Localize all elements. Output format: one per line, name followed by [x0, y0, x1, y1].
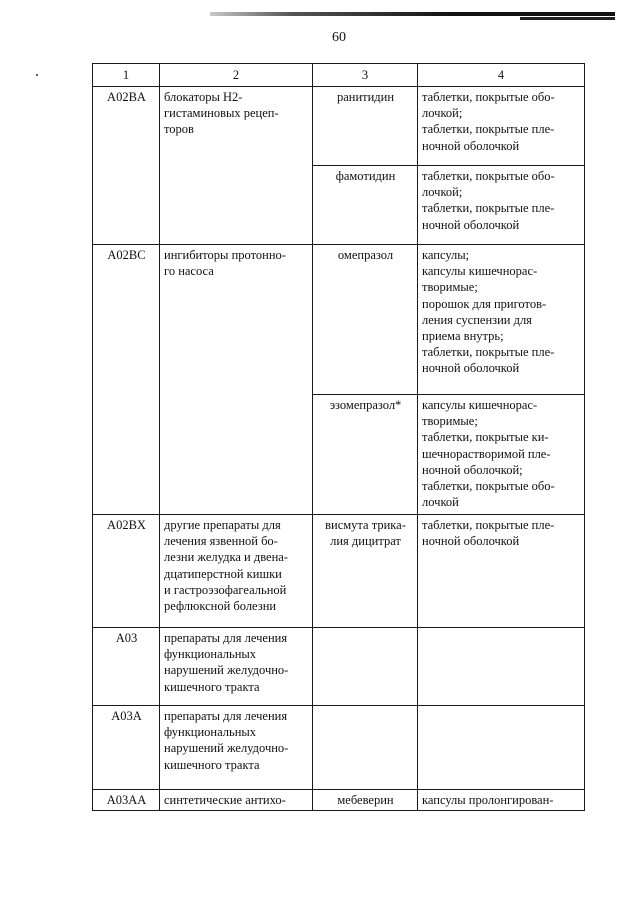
group-name-cell-line: лечения язвенной бо- [164, 534, 278, 549]
dosage-form-cell-line: таблетки, покрытые ки- [422, 430, 549, 445]
table-header-row [93, 64, 585, 87]
dosage-form-cell-line: творимые; [422, 414, 478, 429]
group-name-cell-line: препараты для лечения [164, 709, 288, 723]
table-row [93, 515, 585, 628]
dosage-form-cell-line: лочкой; [422, 185, 463, 200]
group-name-cell-line: нарушений желудочно- [164, 741, 289, 756]
dosage-form-cell-line: приема внутрь; [422, 329, 504, 344]
drug-name-cell-line: фамотидин [335, 169, 396, 183]
drug-table [92, 63, 585, 811]
group-name-cell-line: го насоса [164, 264, 214, 279]
dosage-form-cell-line: лочкой; [422, 106, 463, 121]
group-name-cell-line: блокаторы Н2- [164, 90, 243, 104]
atc-code-cell: A02BA [93, 87, 160, 245]
dosage-form-cell-line: капсулы кишечнорас- [422, 264, 538, 279]
dosage-form-cell-line: капсулы пролонгирован- [422, 793, 554, 807]
dosage-form-cell-line: таблетки, покрытые пле- [422, 201, 555, 216]
drug-name-cell [313, 515, 418, 628]
dosage-form-cell-line: ления суспензии для [422, 312, 532, 327]
dosage-form-cell [418, 87, 585, 166]
dosage-form-cell [418, 166, 585, 245]
atc-code-cell: A03 [93, 628, 160, 706]
column-header: 1 [93, 64, 160, 87]
atc-code-cell: A02BC [93, 245, 160, 515]
dosage-form-cell-line: таблетки, покрытые пле- [422, 122, 555, 137]
group-name-cell-line: рефлюксной болезни [164, 599, 277, 614]
dosage-form-cell-line: ночной оболочкой [422, 138, 520, 153]
group-name-cell-line: функциональных [164, 647, 257, 662]
dosage-form-cell [418, 245, 585, 395]
atc-code-cell: A03AA [93, 790, 160, 811]
dosage-form-cell-line: творимые; [422, 280, 478, 295]
group-name-cell [160, 515, 313, 628]
column-header: 2 [160, 64, 313, 87]
drug-name-cell [313, 395, 418, 515]
dosage-form-cell-line: лочкой [422, 495, 459, 510]
column-header: 3 [313, 64, 418, 87]
table-row [93, 628, 585, 706]
dosage-form-cell-line: таблетки, покрытые пле- [422, 518, 555, 532]
dosage-form-cell-line: таблетки, покрытые обо- [422, 479, 555, 494]
group-name-cell [160, 790, 313, 811]
group-name-cell-line: торов [164, 122, 194, 137]
dosage-form-cell [418, 790, 585, 811]
group-name-cell-line: нарушений желудочно- [164, 663, 289, 678]
dosage-form-cell-line: порошок для приготов- [422, 296, 547, 311]
table-row [93, 790, 585, 811]
drug-name-cell-line: лия дицитрат [330, 534, 401, 549]
drug-name-cell [313, 628, 418, 706]
table-row [93, 87, 585, 166]
group-name-cell-line: и гастроэзофагеальной [164, 582, 287, 597]
dosage-form-cell-line: ночной оболочкой [422, 534, 520, 549]
dosage-form-cell-line: капсулы; [422, 248, 470, 262]
dosage-form-cell [418, 395, 585, 515]
dosage-form-cell-line: капсулы кишечнорас- [422, 398, 538, 412]
dosage-form-cell-line: таблетки, покрытые обо- [422, 169, 555, 183]
dosage-form-cell-line: таблетки, покрытые обо- [422, 90, 555, 104]
atc-code-cell: A02BX [93, 515, 160, 628]
table-row [93, 245, 585, 395]
drug-name-cell-line: эзомепразол* [329, 398, 402, 412]
atc-code-cell: A03A [93, 706, 160, 790]
top-rule [210, 12, 615, 16]
group-name-cell-line: кишечного тракта [164, 679, 260, 694]
drug-name-cell [313, 790, 418, 811]
dosage-form-cell-line: таблетки, покрытые пле- [422, 345, 555, 360]
group-name-cell [160, 706, 313, 790]
drug-name-cell-line: мебеверин [337, 793, 394, 807]
drug-name-cell-line: омепразол [337, 248, 394, 262]
dosage-form-cell [418, 515, 585, 628]
group-name-cell-line: синтетические антихо- [164, 793, 286, 807]
drug-name-cell [313, 166, 418, 245]
group-name-cell-line: функциональных [164, 725, 257, 740]
drug-name-cell [313, 87, 418, 166]
table-row [93, 706, 585, 790]
group-name-cell-line: лезни желудка и двена- [164, 550, 288, 565]
dosage-form-cell [418, 628, 585, 706]
group-name-cell [160, 87, 313, 245]
drug-name-cell-line: ранитидин [336, 90, 395, 104]
dosage-form-cell-line: шечнорастворимой пле- [422, 446, 551, 461]
group-name-cell-line: препараты для лечения [164, 631, 288, 645]
scan-speck [36, 74, 38, 76]
page-number: 60 [332, 30, 346, 45]
group-name-cell-line: кишечного тракта [164, 757, 260, 772]
dosage-form-cell-line: ночной оболочкой [422, 217, 520, 232]
group-name-cell [160, 628, 313, 706]
column-header: 4 [418, 64, 585, 87]
group-name-cell-line: ингибиторы протонно- [164, 248, 286, 262]
group-name-cell-line: другие препараты для [164, 518, 281, 532]
drug-name-cell [313, 245, 418, 395]
group-name-cell [160, 245, 313, 515]
dosage-form-cell [418, 706, 585, 790]
drug-name-cell-line: висмута трика- [325, 518, 406, 532]
drug-name-cell [313, 706, 418, 790]
dosage-form-cell-line: ночной оболочкой; [422, 462, 523, 477]
group-name-cell-line: дцатиперстной кишки [164, 566, 282, 581]
dosage-form-cell-line: ночной оболочкой [422, 361, 520, 376]
top-rule-thick [520, 17, 615, 20]
group-name-cell-line: гистаминовых рецеп- [164, 106, 279, 121]
